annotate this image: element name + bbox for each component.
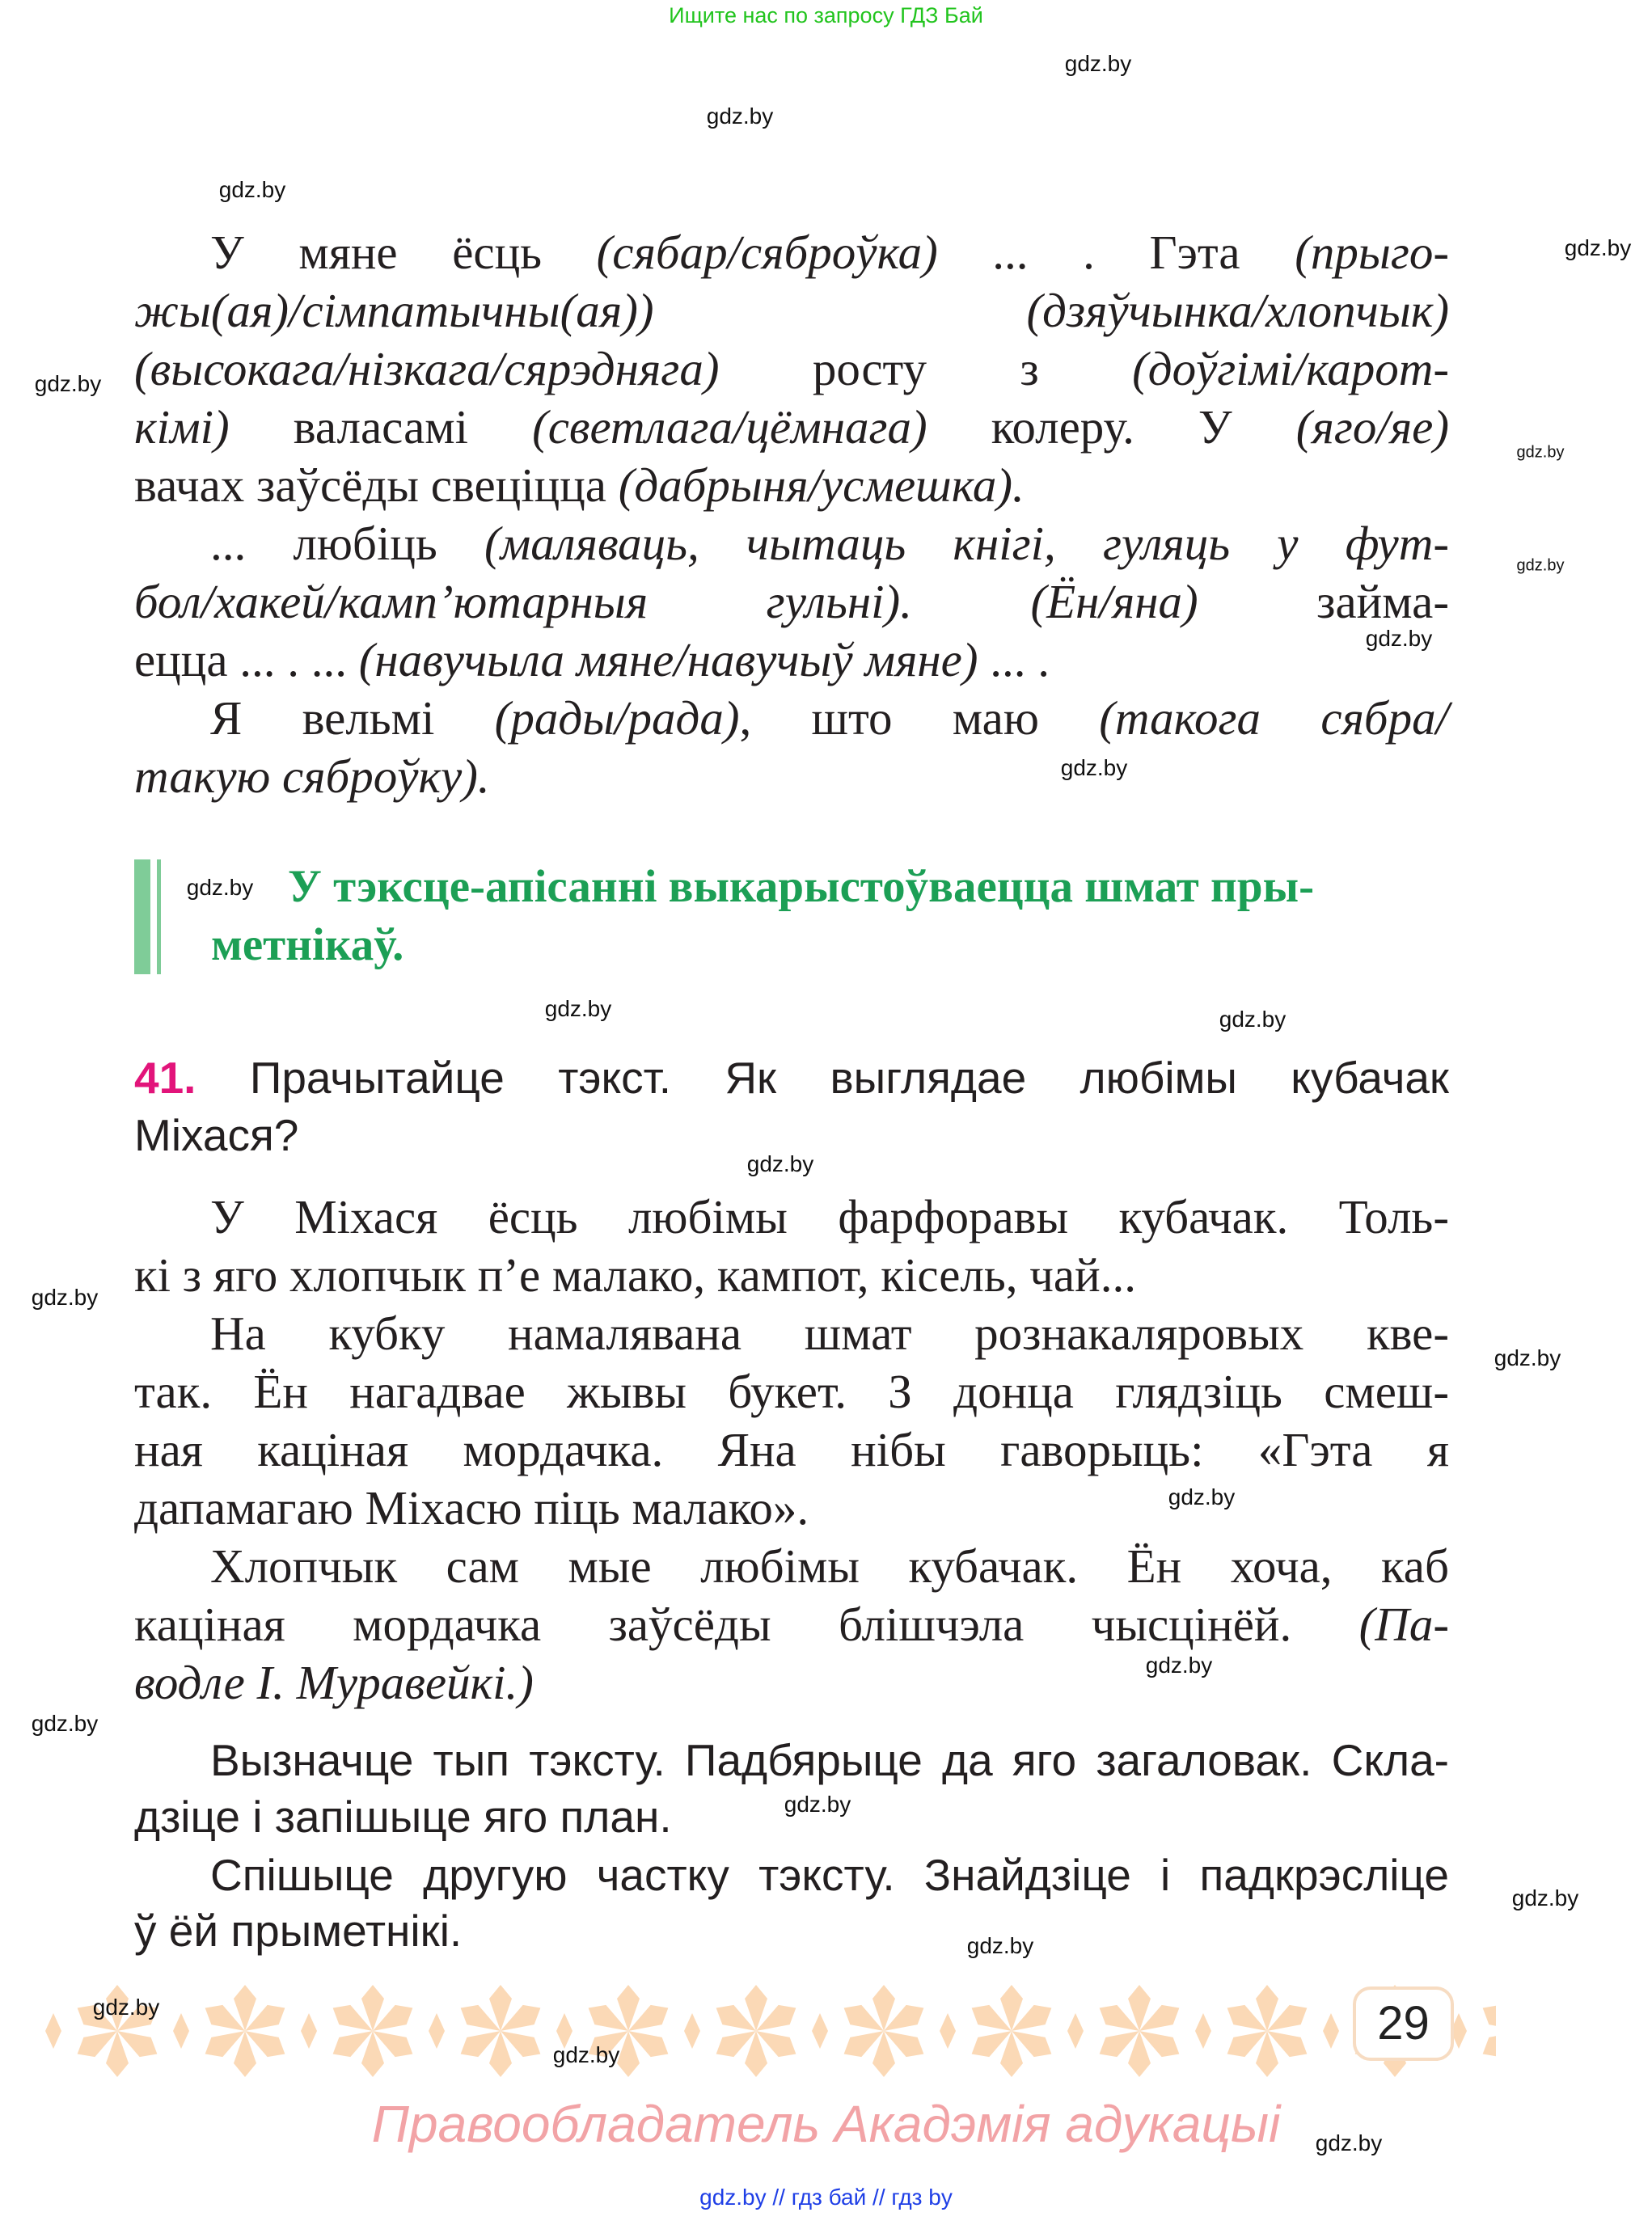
ornament-star: [1067, 1985, 1185, 2077]
italic-segment: такую сяброўку).: [134, 749, 490, 803]
watermark: gdz.by: [1315, 2130, 1383, 2155]
italic-segment: кімі): [134, 400, 230, 454]
watermark: gdz.by: [92, 1995, 160, 2020]
watermark: gdz.by: [1365, 626, 1433, 651]
template-text-line: [210, 223, 1449, 281]
watermark: gdz.by: [966, 1933, 1034, 1958]
text-segment: Хлопчык сам мые любімы кубачак. Ён хоча, каб: [210, 1539, 1449, 1593]
ornament-star: [812, 1985, 929, 2077]
ornament-star: [173, 1985, 290, 2077]
watermark: gdz.by: [1511, 1885, 1579, 1910]
exercise-text-line: [210, 1537, 1449, 1595]
text-segment: каціная мордачка заўсёды блішчэла чысцінёй.: [134, 1598, 1359, 1651]
template-text-line: [134, 456, 1025, 514]
watermark: gdz.by: [186, 875, 254, 900]
watermark: gdz.by: [552, 2042, 620, 2067]
watermark: gdz.by: [1064, 51, 1132, 76]
exercise-text-line: [134, 1362, 1449, 1421]
watermark: gdz.by: [1516, 556, 1565, 575]
exercise-task-text: Прачытайце тэкст. Як выглядае любімы кубачак: [249, 1053, 1449, 1103]
text-segment: У мяне ёсць: [210, 226, 597, 279]
ornament-star: [429, 1985, 546, 2077]
search-banner: Ищите нас по запросу ГДЗ Бай: [669, 3, 983, 27]
page-number: 29: [1353, 1986, 1454, 2061]
watermark: gdz.by: [1145, 1653, 1213, 1678]
text-segment: У Міхася ёсць любімы фарфоравы кубачак. Толь-: [210, 1190, 1449, 1243]
template-text-line: [134, 281, 1449, 340]
italic-segment: (светлага/цёмнага): [532, 400, 927, 454]
template-text-line: [210, 514, 1449, 572]
text-segment: вачах заўсёды свеціцца: [134, 458, 619, 512]
italic-segment: (яго/яе): [1295, 400, 1449, 454]
exercise-text-line: [134, 1421, 1449, 1479]
exercise-text-line: [134, 1246, 1136, 1304]
exercise-question-line: ў ёй прыметнікі.: [134, 1906, 463, 1956]
watermark: gdz.by: [1564, 235, 1632, 260]
text-segment: ... . Гэта: [937, 226, 1295, 279]
watermark: gdz.by: [784, 1792, 851, 1817]
italic-segment: (такога сябра/: [1099, 691, 1449, 745]
exercise-question-line: Вызначце тып тэксту. Падбярыце да яго загаловак. Скла-: [210, 1735, 1449, 1785]
rule-marker-line: [157, 859, 161, 974]
italic-segment: (рады/рада): [494, 691, 740, 745]
template-text-line: [210, 689, 1449, 747]
exercise-task-line-2: Міхася?: [134, 1110, 299, 1160]
text-segment: так. Ён нагадвае жывы букет. З донца глядзіць смеш-: [134, 1365, 1449, 1418]
ornament-star: [684, 1985, 801, 2077]
italic-segment: водле І. Муравейкі.): [134, 1656, 534, 1709]
template-text-line: [134, 572, 1449, 631]
italic-segment: (маляваць, чытаць кнігі, гуляць у фут-: [484, 517, 1449, 570]
rights-holder: Правообладатель Акадэмія адукацыі: [371, 2095, 1281, 2153]
watermark: gdz.by: [1219, 1007, 1287, 1032]
italic-segment: (сябар/сяброўка): [596, 226, 938, 279]
exercise-question-line: дзіце і запішыце яго план.: [134, 1792, 672, 1842]
watermark: gdz.by: [1060, 755, 1128, 780]
italic-segment: бол/хакей/камп’ютарныя гульні). (Ён/яна): [134, 575, 1198, 628]
template-text-line: [134, 747, 490, 805]
ornament-star: [301, 1985, 418, 2077]
exercise-text-line: [134, 1479, 809, 1537]
italic-segment: (доўгімі/карот-: [1132, 342, 1449, 395]
watermark: gdz.by: [34, 371, 102, 396]
watermark: gdz.by: [31, 1711, 99, 1736]
exercise-task-line-1: [134, 1049, 1449, 1107]
text-segment: ная каціная мордачка. Яна нібы гаворыць: «Гэта я: [134, 1423, 1449, 1476]
text-segment: займа-: [1198, 575, 1449, 628]
rule-marker-bar: [134, 859, 150, 974]
text-segment: колеру. У: [927, 400, 1296, 454]
exercise-text-line: [210, 1304, 1449, 1362]
italic-segment: (Па-: [1358, 1598, 1449, 1651]
watermark: gdz.by: [746, 1151, 814, 1176]
watermark: gdz.by: [1516, 443, 1565, 462]
text-segment: ... .: [978, 633, 1050, 686]
watermark: gdz.by: [1494, 1345, 1561, 1370]
text-segment: дапамагаю Міхасю піць малако».: [134, 1481, 809, 1535]
italic-segment: жы(ая)/сімпатычны(ая)) (дзяўчынка/хлопчык): [134, 284, 1449, 337]
text-segment: валасамі: [229, 400, 533, 454]
text-segment: Я вельмі: [210, 691, 495, 745]
rule-text-line-1: У тэксце-апісанні выкарыстоўваецца шмат пры-: [288, 861, 1315, 912]
template-text-line: [134, 398, 1449, 456]
exercise-text-line: [134, 1653, 534, 1712]
watermark: gdz.by: [31, 1285, 99, 1310]
watermark: gdz.by: [218, 177, 286, 202]
ornament-star: [1195, 1985, 1312, 2077]
exercise-number: 41.: [134, 1053, 196, 1103]
ornament-star: [1451, 1985, 1496, 2077]
text-segment: ... любіць: [210, 517, 484, 570]
ornament-border: [16, 1985, 1496, 2078]
rule-text-line-2: метнікаў.: [211, 919, 404, 970]
watermark: gdz.by: [706, 103, 774, 129]
exercise-text-line: [134, 1595, 1449, 1653]
template-text-line: [134, 340, 1449, 398]
italic-segment: (навучыла мяне/навучыў мяне): [358, 633, 978, 686]
template-text-line: [134, 631, 1050, 689]
watermark: gdz.by: [544, 996, 612, 1021]
text-segment: На кубку намалявана шмат рознакаляровых кве-: [210, 1307, 1449, 1360]
italic-segment: (дабрыня/усмешка).: [618, 458, 1025, 512]
watermark: gdz.by: [1168, 1484, 1236, 1509]
italic-segment: (прыго-: [1295, 226, 1449, 279]
exercise-text-line: [210, 1188, 1449, 1246]
exercise-question-line: Спішыце другую частку тэксту. Знайдзіце і падкрэсліце: [210, 1850, 1449, 1900]
italic-segment: (высокага/нізкага/сярэдняга): [134, 342, 720, 395]
text-segment: ецца ... . ...: [134, 633, 359, 686]
text-segment: , што маю: [739, 691, 1100, 745]
footer-links[interactable]: gdz.by // гдз бай // гдз by: [699, 2185, 953, 2210]
text-segment: росту з: [719, 342, 1133, 395]
text-segment: кі з яго хлопчык п’е малако, кампот, кісель, чай...: [134, 1248, 1136, 1302]
ornament-star: [940, 1985, 1057, 2077]
